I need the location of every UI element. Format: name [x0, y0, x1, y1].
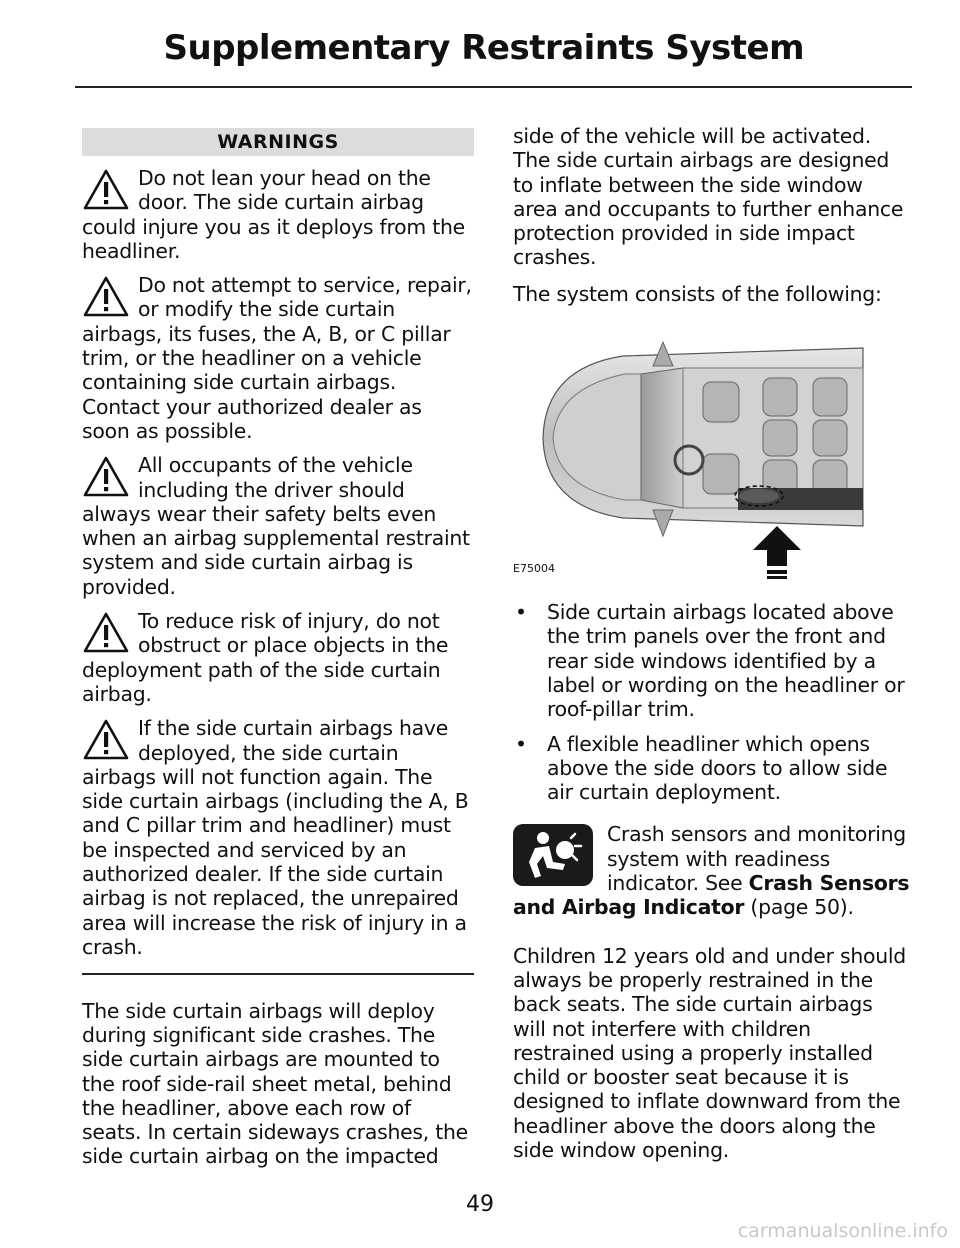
- right-column: [513, 124, 910, 1163]
- bullet-text: Side curtain airbags located above the trim panels over the front and rear side windows identified by a label or wording on the headliner or roof-pillar trim.: [547, 600, 905, 722]
- warning-text: All occupants of the vehicle including the driver should always wear their safety belts even when an airbag supplemental restraint system and side curtain airbag is provided.: [82, 453, 470, 599]
- warning-3: [82, 453, 474, 599]
- warnings-end-rule: [82, 973, 474, 975]
- warning-triangle-icon: [82, 168, 130, 212]
- bullet-text: A flexible headliner which opens above the side doors to allow side air curtain deployment.: [547, 731, 888, 805]
- warnings-heading: WARNINGS: [82, 128, 474, 156]
- warning-triangle-icon: [82, 275, 130, 319]
- body-paragraph-part1: The side curtain airbags will deploy during significant side crashes. The side curtain airbags are mounted to the roof side-rail sheet metal, behind the headliner, above each row of seats. In certain sideways crashes, the side curtain airbag on the impacted: [82, 998, 468, 1169]
- warning-5: [82, 716, 474, 959]
- list-item: [513, 732, 910, 805]
- warning-text: To reduce risk of injury, do not obstruct or place objects in the deployment path of the side curtain airbag.: [82, 609, 449, 706]
- page-title: Supplementary Restraints System: [163, 28, 804, 68]
- system-intro: The system consists of the following:: [513, 281, 882, 306]
- children-paragraph: Children 12 years old and under should always be properly restrained in the back seats. The side curtain airbags will not interfere with children restrained using a properly installed child or booster seat because it is designed to inflate downward from the headliner above the doors along the side window opening.: [513, 943, 907, 1163]
- indicator-text: Crash sensors and monitoring system with readiness indicator. See: [607, 822, 906, 896]
- warning-triangle-icon: [82, 455, 130, 499]
- warning-text: If the side curtain airbags have deployed, the side curtain airbags will not function again. The side curtain airbags (including the A, B and C pillar trim and headliner) must be inspected and serviced by an authorized dealer. If the side curtain airbag is not replaced, the unrepaired area will increase the risk of injury in a crash.: [82, 716, 469, 959]
- warning-text: Do not attempt to service, repair, or modify the side curtain airbags, its fuses, the A, B, or C pillar trim, or the headliner on a vehicle containing side curtain airbags. Contact your authorized dealer as soon as possible.: [82, 273, 472, 443]
- list-item: [513, 600, 910, 721]
- warning-text: Do not lean your head on the door. The side curtain airbag could injure you as it deploys from the headliner.: [82, 166, 465, 263]
- warning-2: [82, 273, 474, 443]
- crash-sensors-link[interactable]: Crash Sensors and Airbag Indicator: [513, 871, 910, 920]
- vehicle-airbag-illustration: [513, 328, 910, 580]
- body-paragraph-part2: side of the vehicle will be activated. The side curtain airbags are designed to inflate between the side window area and occupants to further enhance protection provided in side impact crashes.: [513, 124, 904, 270]
- bullet-dot: •: [515, 731, 527, 756]
- header-rule: [75, 86, 912, 88]
- page-number: 49: [466, 1192, 494, 1217]
- figure-label: E75004: [513, 562, 555, 576]
- indicator-page-ref: (page 50).: [744, 895, 854, 920]
- warning-1: [82, 166, 474, 263]
- warning-4: [82, 609, 474, 706]
- bullet-dot: •: [515, 600, 527, 625]
- arrow-up-icon: [753, 526, 801, 566]
- airbag-indicator-icon: [513, 824, 593, 886]
- warning-triangle-icon: [82, 718, 130, 762]
- vehicle-top-view-image: [513, 328, 910, 580]
- warning-triangle-icon: [82, 611, 130, 655]
- system-components-list: [513, 600, 910, 804]
- left-column: [82, 128, 474, 1169]
- watermark: carmanualsonline.info: [737, 1220, 948, 1242]
- indicator-block: [513, 822, 910, 919]
